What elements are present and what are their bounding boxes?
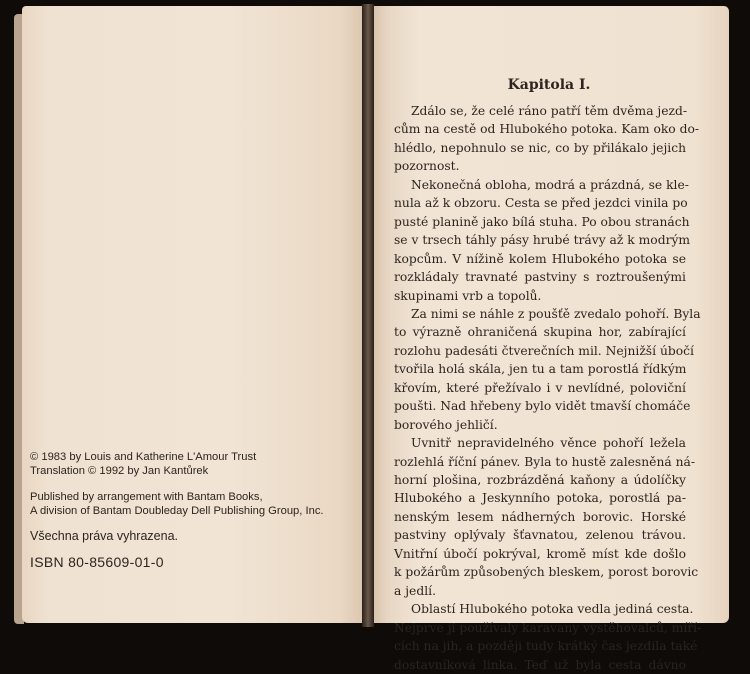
text-line: hlédlo, nepohnulo se nic, co by přilákalo jejich bbox=[394, 140, 686, 155]
text-line: rozlohu padesáti čtverečních mil. Nejnižší úbočí bbox=[394, 343, 694, 358]
text-line: skupinami vrb a topolů. bbox=[394, 288, 542, 303]
text-line: a jedlí. bbox=[394, 583, 436, 598]
text-line: dostavníková linka. Teď už byla cesta dávno bbox=[394, 657, 686, 672]
text-line: Uvnitř nepravidelného věnce pohoří ležela bbox=[411, 436, 686, 451]
text-line: nula až k obzoru. Cesta se před jezdci vinila po bbox=[394, 196, 688, 211]
text-line: Vnitřní úbočí pokrýval, kromě míst kde došlo bbox=[394, 546, 686, 561]
publisher-division-line: A division of Bantam Doubleday Dell Publishing Group, Inc. bbox=[30, 505, 324, 517]
text-line: rozkládaly travnaté pastviny s roztroušenými bbox=[394, 270, 686, 285]
rights-reserved: Všechna práva vyhrazena. bbox=[30, 529, 179, 543]
text-line: Hlubokého a Jeskynního potoka, porostlá pa- bbox=[394, 491, 686, 506]
text-line: cích na jih, a později tudy krátký čas jezdila také bbox=[394, 639, 698, 654]
text-line: Nejprve ji používaly karavany vystěhovalců, míří- bbox=[394, 620, 702, 635]
text-line: Zdálo se, že celé ráno patří těm dvěma jezd- bbox=[411, 104, 688, 118]
text-line: nenským lesem nádherných borovic. Horské bbox=[394, 509, 686, 524]
text-line: pusté planině jako bílá stuha. Po obou stranách bbox=[394, 214, 690, 229]
text-line: to výrazně ohraničená skupina hor, zabírající bbox=[394, 325, 686, 340]
text-line: horní plošina, rozbrázděná kaňony a údolíčky bbox=[394, 473, 686, 487]
text-line: k požárům způsobených bleskem, porost borovic bbox=[394, 565, 699, 580]
text-line: borového jehličí. bbox=[394, 417, 498, 432]
chapter-title: Kapitola I. bbox=[507, 77, 591, 93]
text-line: rozlehlá říční pánev. Byla to hustě zalesněná ná- bbox=[394, 454, 696, 469]
text-line: pastviny oplývaly šťavnatou, zelenou trávou. bbox=[394, 528, 686, 543]
text-line: se v trsech táhly pásy hrubé trávy až k modrým bbox=[394, 233, 691, 248]
text-line: Nekonečná obloha, modrá a prázdná, se kle- bbox=[411, 177, 689, 192]
text-line: Oblastí Hlubokého potoka vedla jediná cesta. bbox=[411, 602, 694, 617]
text-line: Za nimi se náhle z poušťě zvedalo pohoří. Byla bbox=[411, 306, 701, 321]
isbn: ISBN 80-85609-01-0 bbox=[30, 554, 164, 570]
book-gutter bbox=[362, 4, 374, 627]
publisher-line: Published by arrangement with Bantam Books, bbox=[30, 491, 263, 503]
text-line: poušti. Nad hřebeny bylo vidět tmavší chomáče bbox=[394, 399, 691, 414]
text-line: pozornost. bbox=[394, 159, 460, 174]
text-line: cům na cestě od Hlubokého potoka. Kam oko do- bbox=[394, 122, 700, 137]
text-line: kopcům. V nížině kolem Hlubokého potoka se bbox=[394, 251, 686, 266]
copyright-line: © 1983 by Louis and Katherine L'Amour Trust bbox=[30, 451, 257, 463]
translation-copyright-line: Translation © 1992 by Jan Kantůrek bbox=[30, 465, 209, 477]
text-line: tvořila holá skála, jen tu a tam porostlá řídkým bbox=[394, 362, 687, 377]
text-line: křovím, které přežívalo i v nevlídné, poloviční bbox=[394, 380, 686, 395]
